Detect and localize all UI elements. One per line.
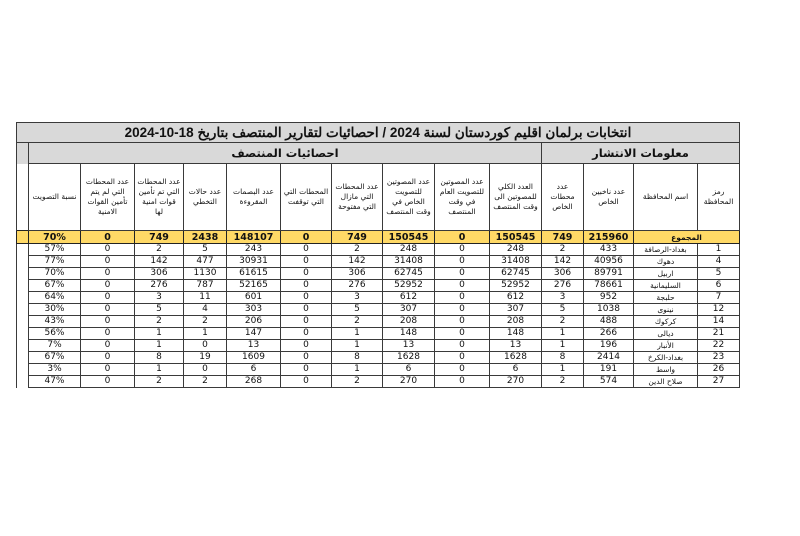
cell-code: 12 xyxy=(698,304,740,316)
cell-stations: 1 xyxy=(542,340,584,352)
column-header: عدد المصوتين للتصويت العام في وقت المنتصف xyxy=(435,164,490,231)
cell-percent: 43% xyxy=(29,316,81,328)
cell-stopped: 0 xyxy=(281,304,332,316)
cell-percent: 67% xyxy=(29,352,81,364)
cell-special-voted: 62745 xyxy=(383,268,435,280)
cell-fingerprints: 601 xyxy=(227,292,281,304)
cell-general-voted: 0 xyxy=(435,328,490,340)
cell-total-voted: 52952 xyxy=(490,280,542,292)
cell-percent: 57% xyxy=(29,244,81,256)
cell-name: اربيل xyxy=(634,268,698,280)
cell-total-voted: 208 xyxy=(490,316,542,328)
cell-general-voted: 0 xyxy=(435,280,490,292)
cell-stations: 1 xyxy=(542,364,584,376)
cell-general-voted: 0 xyxy=(435,256,490,268)
table-row xyxy=(16,328,739,340)
cell-open-stations: 1 xyxy=(332,340,383,352)
table-row xyxy=(16,268,739,280)
cell-fingerprints: 52165 xyxy=(227,280,281,292)
table-row xyxy=(16,364,739,376)
table-row xyxy=(16,340,739,352)
cell-total-voted: 307 xyxy=(490,304,542,316)
cell-stopped: 0 xyxy=(281,364,332,376)
cell-general-voted: 0 xyxy=(435,316,490,328)
cell-percent: 3% xyxy=(29,364,81,376)
cell-open-stations: 142 xyxy=(332,256,383,268)
cell-special-voted: 148 xyxy=(383,328,435,340)
cell-secured: 306 xyxy=(135,268,184,280)
cell-general-voted: 0 xyxy=(435,292,490,304)
cell-secured: 2 xyxy=(135,376,184,388)
cell-unsecured: 0 xyxy=(81,328,135,340)
column-header: اسم المحافظة xyxy=(634,164,698,231)
statistics-table xyxy=(16,122,740,388)
cell-fingerprints: 13 xyxy=(227,340,281,352)
table-row xyxy=(16,316,739,328)
table-row xyxy=(16,352,739,364)
cell-voters: 191 xyxy=(584,364,634,376)
cell-secured: 1 xyxy=(135,328,184,340)
cell-name: ديالى xyxy=(634,328,698,340)
cell-code: 5 xyxy=(698,268,740,280)
cell-stopped: 0 xyxy=(281,292,332,304)
cell-skips: 0 xyxy=(184,340,227,352)
total-voters: 215960 xyxy=(584,231,634,244)
cell-name: الأنبار xyxy=(634,340,698,352)
column-header: رمز المحافظة xyxy=(698,164,740,231)
cell-stations: 8 xyxy=(542,352,584,364)
cell-open-stations: 2 xyxy=(332,316,383,328)
cell-skips: 1130 xyxy=(184,268,227,280)
cell-voters: 1038 xyxy=(584,304,634,316)
cell-open-stations: 1 xyxy=(332,328,383,340)
cell-unsecured: 0 xyxy=(81,292,135,304)
cell-skips: 477 xyxy=(184,256,227,268)
cell-stopped: 0 xyxy=(281,316,332,328)
cell-general-voted: 0 xyxy=(435,364,490,376)
cell-code: 6 xyxy=(698,280,740,292)
column-header: المحطات التي التي توقفت xyxy=(281,164,332,231)
cell-fingerprints: 268 xyxy=(227,376,281,388)
cell-special-voted: 307 xyxy=(383,304,435,316)
cell-voters: 78661 xyxy=(584,280,634,292)
cell-unsecured: 0 xyxy=(81,280,135,292)
cell-stopped: 0 xyxy=(281,340,332,352)
cell-stations: 142 xyxy=(542,256,584,268)
cell-total-voted: 270 xyxy=(490,376,542,388)
cell-code: 14 xyxy=(698,316,740,328)
total-secured: 749 xyxy=(135,231,184,244)
cell-special-voted: 52952 xyxy=(383,280,435,292)
cell-stations: 306 xyxy=(542,268,584,280)
cell-unsecured: 0 xyxy=(81,352,135,364)
table-row xyxy=(16,292,739,304)
total-skips: 2438 xyxy=(184,231,227,244)
cell-percent: 77% xyxy=(29,256,81,268)
cell-open-stations: 5 xyxy=(332,304,383,316)
cell-code: 1 xyxy=(698,244,740,256)
cell-voters: 196 xyxy=(584,340,634,352)
cell-stations: 3 xyxy=(542,292,584,304)
cell-code: 21 xyxy=(698,328,740,340)
cell-general-voted: 0 xyxy=(435,268,490,280)
cell-open-stations: 3 xyxy=(332,292,383,304)
cell-voters: 2414 xyxy=(584,352,634,364)
cell-percent: 70% xyxy=(29,268,81,280)
cell-secured: 8 xyxy=(135,352,184,364)
cell-code: 26 xyxy=(698,364,740,376)
cell-stopped: 0 xyxy=(281,268,332,280)
total-fingerprints: 148107 xyxy=(227,231,281,244)
cell-stopped: 0 xyxy=(281,376,332,388)
cell-percent: 56% xyxy=(29,328,81,340)
cell-voters: 266 xyxy=(584,328,634,340)
cell-special-voted: 270 xyxy=(383,376,435,388)
cell-voters: 952 xyxy=(584,292,634,304)
cell-code: 7 xyxy=(698,292,740,304)
cell-general-voted: 0 xyxy=(435,352,490,364)
data-rows xyxy=(16,244,739,388)
table-row xyxy=(16,376,739,388)
cell-secured: 5 xyxy=(135,304,184,316)
cell-special-voted: 13 xyxy=(383,340,435,352)
total-stopped: 0 xyxy=(281,231,332,244)
cell-stopped: 0 xyxy=(281,352,332,364)
cell-secured: 2 xyxy=(135,316,184,328)
cell-percent: 7% xyxy=(29,340,81,352)
cell-skips: 2 xyxy=(184,316,227,328)
cell-total-voted: 6 xyxy=(490,364,542,376)
cell-name: كركوك xyxy=(634,316,698,328)
cell-unsecured: 0 xyxy=(81,268,135,280)
column-header: عدد ناخبين الخاص xyxy=(584,164,634,231)
cell-voters: 488 xyxy=(584,316,634,328)
cell-fingerprints: 303 xyxy=(227,304,281,316)
column-header: عدد المحطات التي تم تأمين قوات امنية لها xyxy=(135,164,184,231)
cell-code: 27 xyxy=(698,376,740,388)
total-open-stations: 749 xyxy=(332,231,383,244)
cell-open-stations: 8 xyxy=(332,352,383,364)
cell-special-voted: 248 xyxy=(383,244,435,256)
cell-special-voted: 6 xyxy=(383,364,435,376)
cell-skips: 11 xyxy=(184,292,227,304)
cell-code: 22 xyxy=(698,340,740,352)
table-row xyxy=(16,256,739,268)
cell-secured: 3 xyxy=(135,292,184,304)
cell-special-voted: 31408 xyxy=(383,256,435,268)
total-percent: 70% xyxy=(29,231,81,244)
cell-voters: 40956 xyxy=(584,256,634,268)
cell-stations: 276 xyxy=(542,280,584,292)
total-special-voted: 150545 xyxy=(383,231,435,244)
cell-name: بغداد-الكرخ xyxy=(634,352,698,364)
cell-name: واسط xyxy=(634,364,698,376)
table-row xyxy=(16,280,739,292)
cell-open-stations: 2 xyxy=(332,244,383,256)
cell-code: 4 xyxy=(698,256,740,268)
cell-stations: 2 xyxy=(542,316,584,328)
cell-unsecured: 0 xyxy=(81,256,135,268)
cell-secured: 2 xyxy=(135,244,184,256)
total-voted: 150545 xyxy=(490,231,542,244)
cell-voters: 574 xyxy=(584,376,634,388)
total-unsecured: 0 xyxy=(81,231,135,244)
report-title: انتخابات برلمان اقليم كوردستان لسنة 2024 / احصائيات لتقارير المنتصف بتاريخ 18-10-2024 xyxy=(16,123,739,143)
statistics-sheet xyxy=(32,122,740,388)
total-general-voted: 0 xyxy=(435,231,490,244)
cell-unsecured: 0 xyxy=(81,316,135,328)
cell-code: 23 xyxy=(698,352,740,364)
cell-voters: 89791 xyxy=(584,268,634,280)
cell-name: دهوك xyxy=(634,256,698,268)
cell-fingerprints: 206 xyxy=(227,316,281,328)
cell-total-voted: 13 xyxy=(490,340,542,352)
cell-fingerprints: 243 xyxy=(227,244,281,256)
cell-percent: 30% xyxy=(29,304,81,316)
cell-name: نينوى xyxy=(634,304,698,316)
cell-name: السليمانية xyxy=(634,280,698,292)
cell-fingerprints: 61615 xyxy=(227,268,281,280)
table-row xyxy=(16,304,739,316)
column-header: العدد الكلي للمصوتين الى وقت المنتصف xyxy=(490,164,542,231)
cell-total-voted: 248 xyxy=(490,244,542,256)
cell-unsecured: 0 xyxy=(81,244,135,256)
cell-open-stations: 1 xyxy=(332,364,383,376)
column-header: عدد المصوتين للتصويت الخاص في وقت المنتصف xyxy=(383,164,435,231)
cell-skips: 2 xyxy=(184,376,227,388)
cell-secured: 1 xyxy=(135,364,184,376)
cell-total-voted: 148 xyxy=(490,328,542,340)
cell-skips: 787 xyxy=(184,280,227,292)
cell-general-voted: 0 xyxy=(435,340,490,352)
cell-open-stations: 306 xyxy=(332,268,383,280)
cell-secured: 1 xyxy=(135,340,184,352)
cell-stopped: 0 xyxy=(281,256,332,268)
cell-stations: 5 xyxy=(542,304,584,316)
cell-secured: 142 xyxy=(135,256,184,268)
cell-percent: 67% xyxy=(29,280,81,292)
cell-total-voted: 612 xyxy=(490,292,542,304)
total-row xyxy=(16,231,739,244)
deployment-info-header: معلومات الانتشار xyxy=(542,143,740,164)
cell-total-voted: 31408 xyxy=(490,256,542,268)
cell-stopped: 0 xyxy=(281,280,332,292)
total-label: المجموع xyxy=(634,231,740,244)
column-header: نسبة التصويت xyxy=(29,164,81,231)
cell-stations: 2 xyxy=(542,244,584,256)
cell-skips: 19 xyxy=(184,352,227,364)
cell-general-voted: 0 xyxy=(435,244,490,256)
column-header: عدد محطات الخاص xyxy=(542,164,584,231)
cell-unsecured: 0 xyxy=(81,304,135,316)
cell-open-stations: 276 xyxy=(332,280,383,292)
cell-name: حلبجة xyxy=(634,292,698,304)
cell-total-voted: 1628 xyxy=(490,352,542,364)
midday-stats-header: احصائيات المنتصف xyxy=(29,143,542,164)
cell-stations: 2 xyxy=(542,376,584,388)
column-header: عدد حالات التخطي xyxy=(184,164,227,231)
column-header: عدد البصمات المقروءة xyxy=(227,164,281,231)
cell-fingerprints: 6 xyxy=(227,364,281,376)
cell-stopped: 0 xyxy=(281,244,332,256)
cell-special-voted: 612 xyxy=(383,292,435,304)
column-header: عدد المحطات التي لم يتم تأمين القوات الامنية xyxy=(81,164,135,231)
cell-secured: 276 xyxy=(135,280,184,292)
cell-fingerprints: 30931 xyxy=(227,256,281,268)
cell-fingerprints: 1609 xyxy=(227,352,281,364)
cell-unsecured: 0 xyxy=(81,376,135,388)
cell-skips: 1 xyxy=(184,328,227,340)
cell-skips: 5 xyxy=(184,244,227,256)
cell-general-voted: 0 xyxy=(435,304,490,316)
cell-total-voted: 62745 xyxy=(490,268,542,280)
cell-special-voted: 1628 xyxy=(383,352,435,364)
cell-general-voted: 0 xyxy=(435,376,490,388)
cell-skips: 0 xyxy=(184,364,227,376)
cell-name: صلاح الدين xyxy=(634,376,698,388)
cell-unsecured: 0 xyxy=(81,340,135,352)
cell-stopped: 0 xyxy=(281,328,332,340)
cell-voters: 433 xyxy=(584,244,634,256)
cell-percent: 47% xyxy=(29,376,81,388)
total-stations: 749 xyxy=(542,231,584,244)
cell-stations: 1 xyxy=(542,328,584,340)
column-header: عدد المحطات التي مازال التي مفتوحة xyxy=(332,164,383,231)
cell-special-voted: 208 xyxy=(383,316,435,328)
cell-fingerprints: 147 xyxy=(227,328,281,340)
cell-unsecured: 0 xyxy=(81,364,135,376)
cell-name: بغداد-الرصافة xyxy=(634,244,698,256)
table-row xyxy=(16,244,739,256)
cell-skips: 4 xyxy=(184,304,227,316)
cell-open-stations: 2 xyxy=(332,376,383,388)
cell-percent: 64% xyxy=(29,292,81,304)
